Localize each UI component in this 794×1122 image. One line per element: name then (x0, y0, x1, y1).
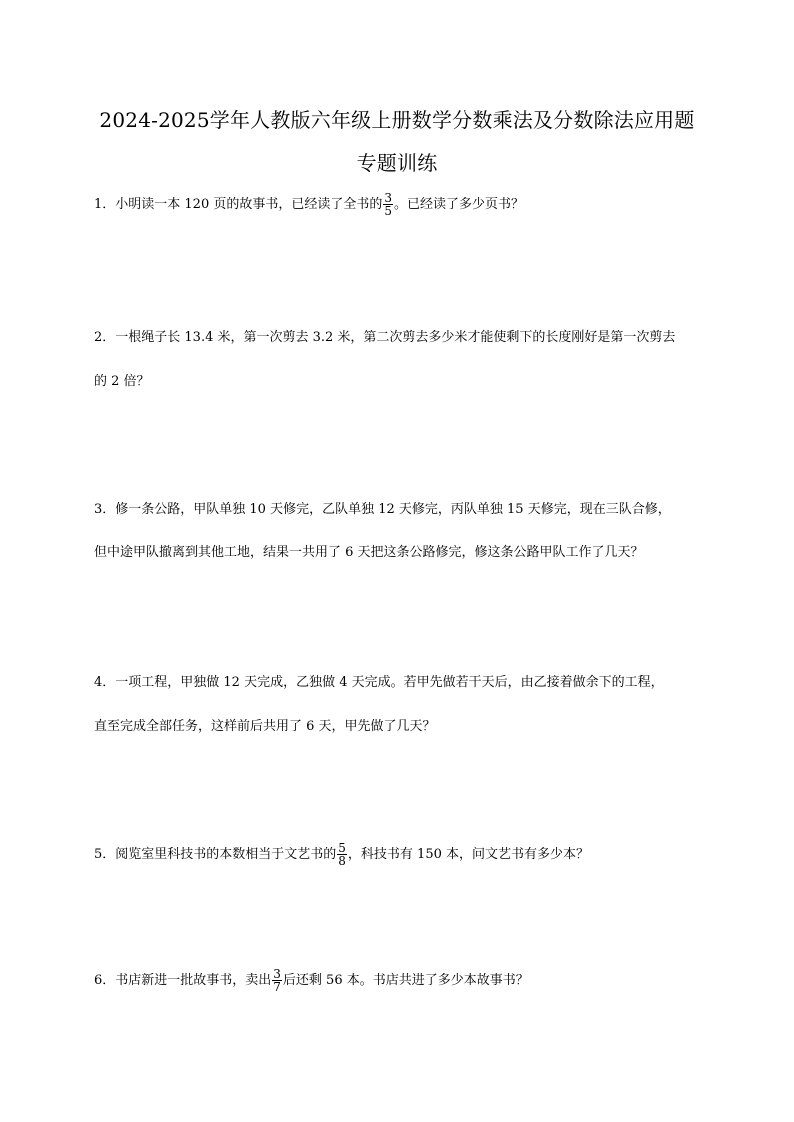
question-1-text-after: 。已经读了多少页书？ (394, 197, 525, 212)
question-4-line-2: 直至完成全部任务，这样前后共用了 6 天，甲先做了几天？ (94, 719, 436, 734)
question-5-text-after: ，科技书有 150 本，问文艺书有多少本？ (347, 847, 589, 862)
question-2-line-1: 2．一根绳子长 13.4 米，第一次剪去 3.2 米，第二次剪去多少米才能使剩下的长度刚好是第一次剪去 (94, 330, 676, 345)
fraction-3-7 (272, 968, 282, 993)
question-6-text-after: 后还剩 56 本。书店共进了多少本故事书？ (282, 973, 529, 988)
fraction-3-5 (383, 192, 393, 217)
fraction-numerator: 3 (384, 191, 392, 205)
question-5 (94, 842, 589, 867)
question-6-text-before: 6．书店新进一批故事书，卖出 (94, 973, 272, 988)
question-4-line-1: 4．一项工程，甲独做 12 天完成，乙独做 4 天完成。若甲先做若干天后，由乙接着做余下的工程， (94, 675, 664, 690)
question-1 (94, 192, 524, 217)
question-5-text-before: 5．阅览室里科技书的本数相当于文艺书的 (94, 847, 337, 862)
document-title-line-1: 2024-2025学年人教版六年级上册数学分数乘法及分数除法应用题 (99, 108, 695, 132)
fraction-numerator: 5 (338, 841, 346, 855)
fraction-numerator: 3 (273, 967, 281, 981)
fraction-denominator: 8 (338, 854, 346, 868)
question-3-line-2: 但中途甲队撤离到其他工地，结果一共用了 6 天把这条公路修完，修这条公路甲队工作了几天？ (94, 545, 644, 560)
fraction-5-8 (337, 842, 347, 867)
document-title-line-2: 专题训练 (356, 151, 438, 175)
question-1-text-before: 1．小明读一本 120 页的故事书，已经读了全书的 (94, 197, 383, 212)
question-6 (94, 968, 529, 993)
fraction-denominator: 5 (384, 204, 392, 218)
question-2-line-2: 的 2 倍？ (94, 374, 150, 389)
fraction-denominator: 7 (273, 980, 281, 994)
question-3-line-1: 3．修一条公路，甲队单独 10 天修完，乙队单独 12 天修完，丙队单独 15 天修完，现在三队合修， (94, 502, 671, 517)
